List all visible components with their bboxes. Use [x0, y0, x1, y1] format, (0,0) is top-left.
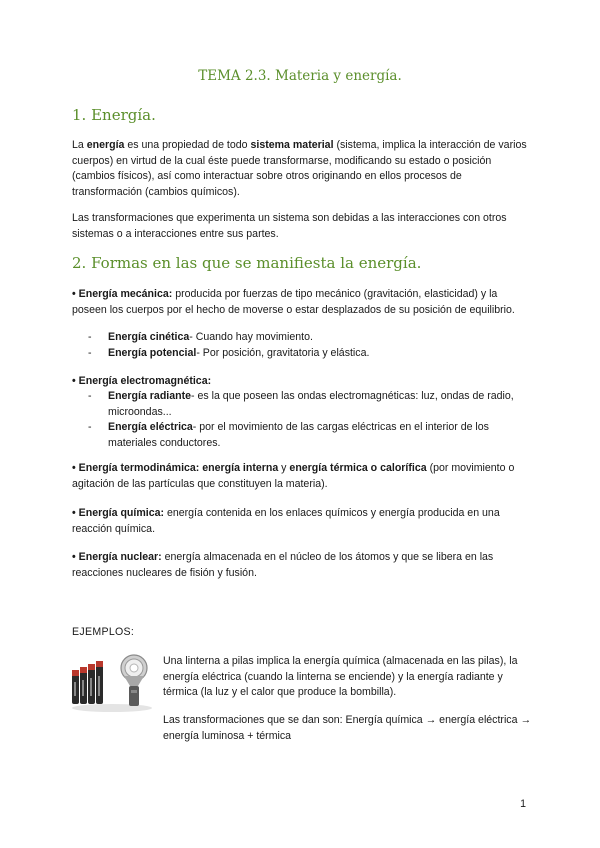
- paragraph-transformaciones: Las transformaciones que experimenta un sistema son debidas a las interacciones con otros sistemas o a interacciones entre sus partes.: [72, 212, 507, 240]
- paragraph-energia-termodinamica: • Energía termodinámica: energía interna y energía térmica o calorífica (por movimiento o agitación de las partículas que constituyen la materia).: [72, 462, 515, 490]
- page-title: TEMA 2.3. Materia y energía.: [198, 68, 402, 84]
- list-energia-electromagnetica: [88, 389, 528, 451]
- ejemplos-heading: EJEMPLOS:: [72, 626, 135, 638]
- page-number: 1: [520, 798, 526, 810]
- paragraph-energia-nuclear: • Energía nuclear: energía almacenada en el núcleo de los átomos y que se libera en las reacciones nucleares de fisión y fusión.: [72, 551, 494, 579]
- list-item: - Energía radiante- es la que poseen las ondas electromagnéticas: luz, ondas de radio, microondas...: [88, 390, 514, 418]
- list-energia-mecanica: [88, 330, 528, 361]
- paragraph-definicion: La energía es una propiedad de todo sistema material (sistema, implica la interacción de varios cuerpos) en virtud de la cual éste puede transformarse, modificando su estado o posición (cambios físicos), así como interactuar sobre otros originando en ellos procesos de transformación (cambios químicos).: [72, 139, 527, 198]
- section-heading-formas: 2. Formas en las que se manifiesta la energía.: [72, 254, 422, 272]
- list-item: - Energía cinética- Cuando hay movimiento.: [88, 331, 313, 343]
- paragraph-energia-mecanica: • Energía mecánica: producida por fuerzas de tipo mecánico (gravitación, elasticidad) y la poseen los cuerpos por el hecho de moverse o estar desplazados de su posición de equilibrio.: [72, 288, 515, 316]
- section-heading-energia: 1. Energía.: [72, 106, 156, 124]
- ejemplo-paragraph-transformaciones: Las transformaciones que se dan son: Energía química → energía eléctrica → energía luminosa + térmica: [163, 714, 532, 742]
- ejemplo-paragraph-linterna: Una linterna a pilas implica la energía química (almacenada en las pilas), la energía eléctrica (cuando la linterna se enciende) y la energía radiante y térmica (la luz y el calor que produce la bombilla).: [163, 655, 518, 698]
- list-item: - Energía eléctrica- por el movimiento de las cargas eléctricas en el interior de los materiales conductores.: [88, 421, 489, 449]
- flashlight-batteries-image: [68, 652, 156, 714]
- paragraph-energia-electromagnetica: • Energía electromagnética:: [72, 375, 212, 387]
- flashlight-icon: [121, 655, 147, 706]
- list-item: - Energía potencial- Por posición, gravitatoria y elástica.: [88, 346, 370, 359]
- battery-icon: [72, 661, 103, 704]
- paragraph-energia-quimica: • Energía química: energía contenida en los enlaces químicos y energía producida en una reacción química.: [72, 507, 500, 535]
